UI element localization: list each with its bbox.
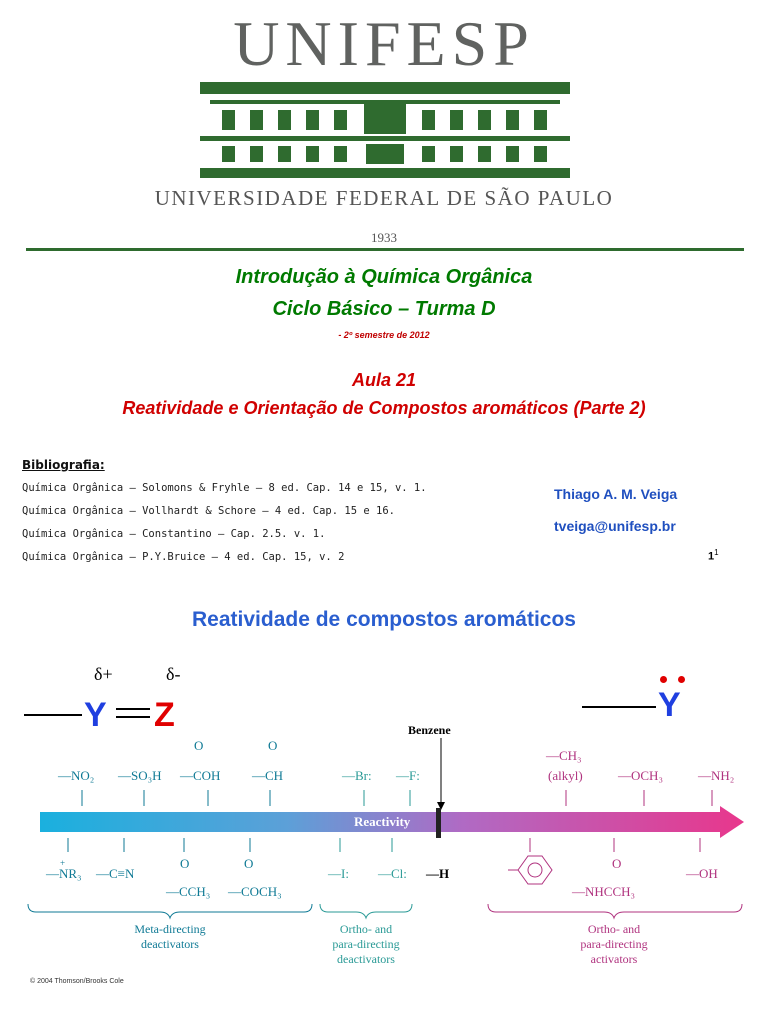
group-nhcch3: —NHCCH₃ <box>572 884 636 899</box>
group-nr3: —NR₃ <box>46 866 82 881</box>
bond-line <box>24 714 82 716</box>
group-h: —H <box>426 866 450 881</box>
bibliography-item: Química Orgânica – P.Y.Bruice – 4 ed. Cap. 15, v. 2 <box>22 551 345 563</box>
carbonyl-o: O <box>180 856 190 871</box>
lone-pair-dot <box>660 676 667 683</box>
page-number: $1^1$ <box>708 548 719 563</box>
lecture-topic: Reatividade e Orientação de Compostos aromáticos (Parte 2) <box>122 398 646 418</box>
semester: - 2º semestre de 2012 <box>338 330 430 340</box>
phenyl-ring-icon <box>508 852 554 888</box>
delta-plus: δ+ <box>94 664 113 684</box>
divider <box>26 248 744 251</box>
group-alkyl: (alkyl) <box>548 768 583 783</box>
delta-minus: δ- <box>166 664 181 684</box>
bibliography-item: Química Orgânica – Vollhardt & Schore – 4 ed. Cap. 15 e 16. <box>22 505 395 517</box>
group-no2: —NO₂ <box>58 768 95 783</box>
university-logo-word: UNIFESP <box>233 8 535 79</box>
lecture-number: Aula 21 <box>351 370 417 390</box>
carbonyl-o: O <box>612 856 622 871</box>
meta-directing-label: Meta-directing deactivators <box>134 922 206 951</box>
top-ticks <box>0 790 768 810</box>
course-class: Ciclo Básico – Turma D <box>272 298 496 320</box>
group-f: —F: <box>396 768 420 783</box>
double-bond-top <box>116 708 150 710</box>
group-cch3: —CCH₃ <box>166 884 211 899</box>
group-br: —Br: <box>342 768 372 783</box>
carbonyl-o: O <box>194 738 204 753</box>
university-building-icon <box>200 82 570 182</box>
charge-plus: + <box>60 858 66 868</box>
reactivity-label: Reactivity <box>354 814 411 829</box>
university-name: UNIVERSIDADE FEDERAL DE SÃO PAULO <box>154 186 614 210</box>
group-coh: —COH <box>180 768 221 783</box>
carbonyl-o: O <box>268 738 278 753</box>
group-och3: —OCH₃ <box>618 768 663 783</box>
ortho-para-activators-label: Ortho- and para-directing activators <box>580 922 648 966</box>
group-cl: —Cl: <box>378 866 407 881</box>
group-so3h: —SO₃H <box>118 768 162 783</box>
bond-line <box>582 706 656 708</box>
group-brackets <box>0 900 768 920</box>
ortho-para-deactivators-label: Ortho- and para-directing deactivators <box>332 922 400 966</box>
y-atom: Y <box>84 696 107 734</box>
group-ch3: —CH₃ <box>546 748 582 763</box>
bibliography-item: Química Orgânica – Constantino – Cap. 2.5. v. 1. <box>22 528 326 540</box>
author-email[interactable]: tveiga@unifesp.br <box>554 518 676 534</box>
double-bond-bottom <box>116 716 150 718</box>
group-coch3: —COCH₃ <box>228 884 282 899</box>
lone-pair-dot <box>678 676 685 683</box>
y-atom-lone-pair: Y <box>658 686 681 724</box>
founding-year: 1933 <box>371 230 397 245</box>
bibliography-item: Química Orgânica – Solomons & Fryhle – 8 ed. Cap. 14 e 15, v. 1. <box>22 482 427 494</box>
bottom-ticks <box>0 838 768 858</box>
bibliography-heading: Bibliografia: <box>22 458 105 472</box>
group-nh2: —NH₂ <box>698 768 735 783</box>
group-cn: —C≡N <box>96 866 135 881</box>
benzene-label: Benzene <box>408 723 451 737</box>
slide2-title: Reatividade de compostos aromáticos <box>192 608 576 631</box>
course-title: Introdução à Química Orgânica <box>235 266 533 288</box>
copyright: © 2004 Thomson/Brooks Cole <box>30 978 124 985</box>
carbonyl-o: O <box>244 856 254 871</box>
group-i: —I: <box>328 866 349 881</box>
group-oh: —OH <box>686 866 718 881</box>
author-name: Thiago A. M. Veiga <box>554 486 678 502</box>
z-atom: Z <box>154 696 175 734</box>
group-ch: —CH <box>252 768 284 783</box>
